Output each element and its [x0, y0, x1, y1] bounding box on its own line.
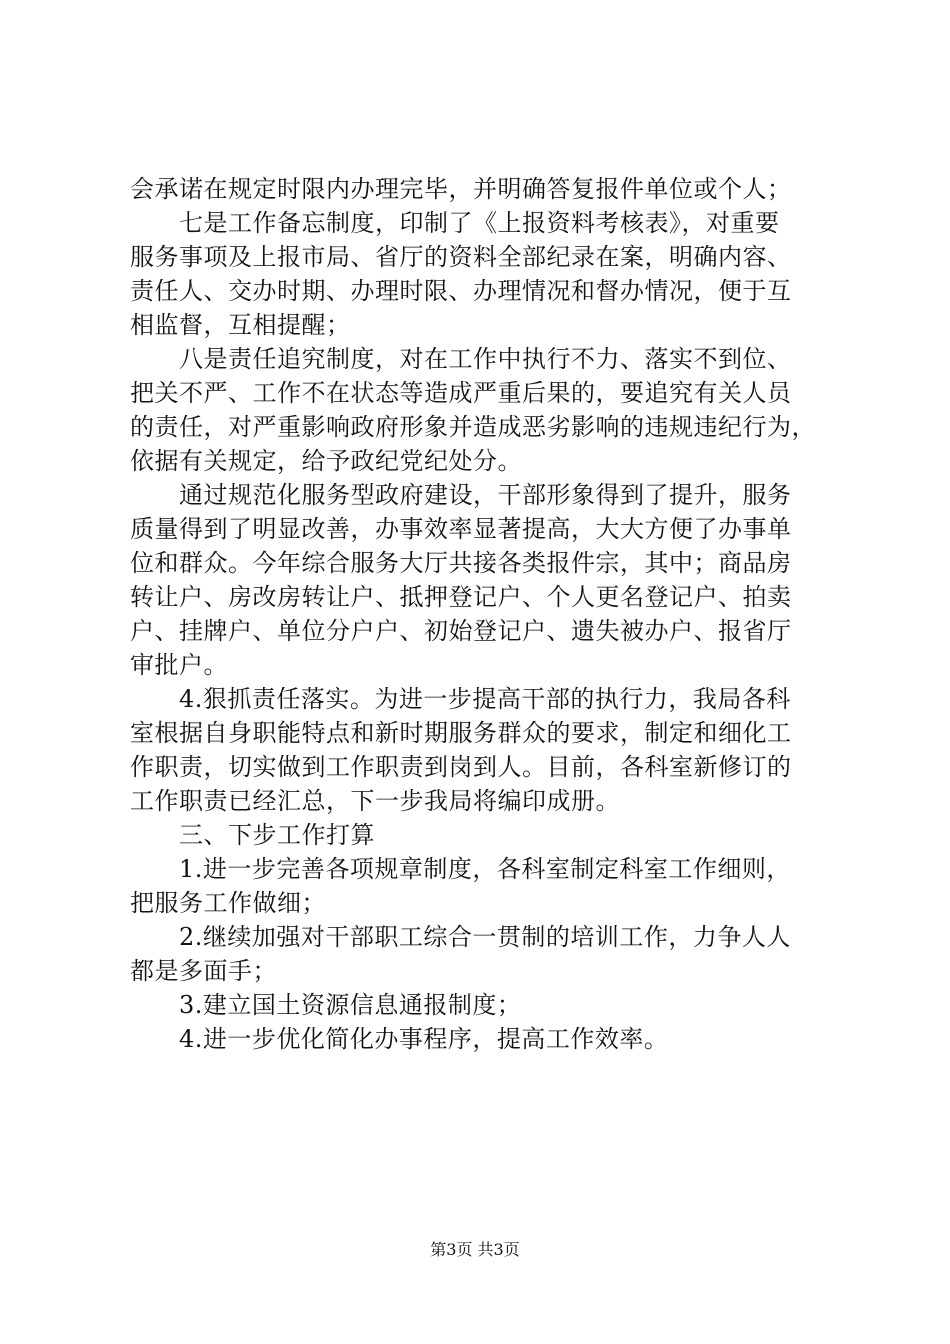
text-line: 位和群众。今年综合服务大厅共接各类报件宗，其中；商品房	[130, 549, 792, 577]
text-line: 把服务工作做细；	[130, 889, 326, 917]
text-line: 的责任，对严重影响政府形象并造成恶劣影响的违规违纪行为，	[130, 413, 816, 441]
text-line: 作职责，切实做到工作职责到岗到人。目前，各科室新修订的	[130, 753, 792, 781]
text-line: 相监督，互相提醒；	[130, 311, 351, 339]
text-line: 质量得到了明显改善，办事效率显著提高，大大方便了办事单	[130, 515, 792, 543]
text-line: 依据有关规定，给予政纪党纪处分。	[130, 447, 522, 475]
text-line: 服务事项及上报市局、省厅的资料全部纪录在案，明确内容、	[130, 243, 792, 271]
text-line: 八是责任追究制度，对在工作中执行不力、落实不到位、	[130, 345, 792, 373]
text-line: 转让户、房改房转让户、抵押登记户、个人更名登记户、拍卖	[130, 583, 792, 611]
text-line: 3.建立国土资源信息通报制度；	[130, 991, 522, 1019]
text-line: 1.进一步完善各项规章制度，各科室制定科室工作细则，	[130, 855, 791, 883]
text-line: 户、挂牌户、单位分户户、初始登记户、遗失被办户、报省厅	[130, 617, 792, 645]
text-line: 4.狠抓责任落实。为进一步提高干部的执行力，我局各科	[130, 685, 791, 713]
text-line: 七是工作备忘制度，印制了《上报资料考核表》，对重要	[130, 209, 780, 237]
document-body	[130, 172, 830, 1056]
text-line: 工作职责已经汇总，下一步我局将编印成册。	[130, 787, 620, 815]
text-line: 审批户。	[130, 651, 228, 679]
section-heading: 三、下步工作打算	[130, 821, 375, 849]
text-line: 室根据自身职能特点和新时期服务群众的要求，制定和细化工	[130, 719, 792, 747]
text-line: 2.继续加强对干部职工综合一贯制的培训工作，力争人人	[130, 923, 791, 951]
text-line: 4.进一步优化简化办事程序，提高工作效率。	[130, 1025, 669, 1053]
text-line: 责任人、交办时期、办理时限、办理情况和督办情况，便于互	[130, 277, 792, 305]
text-line: 通过规范化服务型政府建设，干部形象得到了提升，服务	[130, 481, 792, 509]
text-line: 都是多面手；	[130, 957, 277, 985]
text-line: 把关不严、工作不在状态等造成严重后果的，要追究有关人员	[130, 379, 792, 407]
text-line: 会承诺在规定时限内办理完毕，并明确答复报件单位或个人；	[130, 175, 792, 203]
page-number-footer: 第3页 共3页	[430, 1240, 520, 1259]
